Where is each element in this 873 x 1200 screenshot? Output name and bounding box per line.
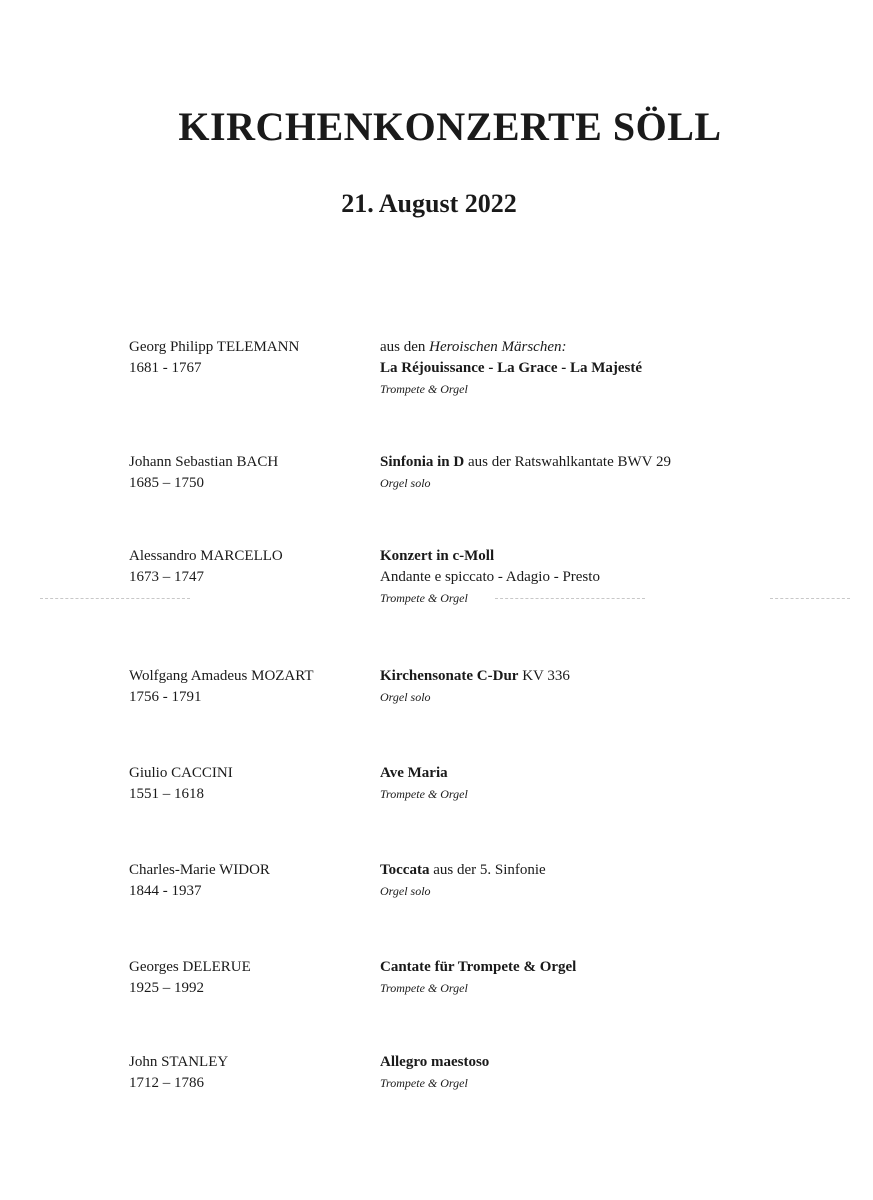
work-suffix: KV 336 bbox=[518, 668, 570, 684]
instrumentation: Orgel solo bbox=[380, 884, 431, 898]
composer-name: Charles-Marie WIDOR bbox=[129, 862, 270, 878]
composer-block bbox=[129, 452, 369, 494]
work-title: Ave Maria bbox=[380, 765, 448, 781]
composer-block bbox=[129, 763, 369, 805]
instrumentation: Orgel solo bbox=[380, 690, 431, 704]
work-block bbox=[380, 452, 850, 493]
work-title: Cantate für Trompete & Orgel bbox=[380, 959, 577, 975]
work-title: Allegro maestoso bbox=[380, 1054, 490, 1070]
scan-artifact-line bbox=[770, 598, 850, 599]
work-block bbox=[380, 763, 850, 804]
composer-name: Alessandro MARCELLO bbox=[129, 548, 283, 564]
composer-block bbox=[129, 957, 369, 999]
instrumentation: Trompete & Orgel bbox=[380, 787, 468, 801]
composer-block bbox=[129, 546, 369, 588]
composer-years: 1673 – 1747 bbox=[129, 569, 204, 585]
composer-name: Georges DELERUE bbox=[129, 959, 251, 975]
work-title: Toccata bbox=[380, 862, 430, 878]
composer-name: John STANLEY bbox=[129, 1054, 229, 1070]
composer-name: Georg Philipp TELEMANN bbox=[129, 339, 300, 355]
instrumentation: Trompete & Orgel bbox=[380, 591, 468, 605]
scan-artifact-line bbox=[40, 598, 190, 599]
work-block bbox=[380, 666, 850, 707]
work-title: Sinfonia in D bbox=[380, 454, 465, 470]
work-suffix: aus der Ratswahlkantate BWV 29 bbox=[464, 454, 671, 470]
work-title-line bbox=[380, 452, 850, 473]
instrumentation: Orgel solo bbox=[380, 476, 431, 490]
composer-block bbox=[129, 666, 369, 708]
work-title-line bbox=[380, 666, 850, 687]
composer-name: Giulio CACCINI bbox=[129, 765, 233, 781]
composer-years: 1925 – 1992 bbox=[129, 980, 204, 996]
instrumentation: Trompete & Orgel bbox=[380, 382, 468, 396]
work-title: La Réjouissance - La Grace - La Majesté bbox=[380, 360, 643, 376]
work-intro-text: aus den bbox=[380, 339, 430, 355]
work-title: Kirchensonate C-Dur bbox=[380, 668, 519, 684]
composer-block bbox=[129, 1052, 369, 1094]
composer-name: Wolfgang Amadeus MOZART bbox=[129, 668, 314, 684]
instrumentation: Trompete & Orgel bbox=[380, 1076, 468, 1090]
work-movements: Andante e spiccato - Adagio - Presto bbox=[380, 569, 600, 585]
work-suffix: aus der 5. Sinfonie bbox=[429, 862, 546, 878]
composer-years: 1551 – 1618 bbox=[129, 786, 204, 802]
composer-years: 1685 – 1750 bbox=[129, 475, 204, 491]
concert-date: 21. August 2022 bbox=[341, 189, 517, 218]
work-block bbox=[380, 337, 850, 399]
composer-years: 1712 – 1786 bbox=[129, 1075, 204, 1091]
composer-name: Johann Sebastian BACH bbox=[129, 454, 279, 470]
work-title-line bbox=[380, 860, 850, 881]
scan-artifact-line bbox=[495, 598, 645, 599]
work-intro-collection: Heroischen Märschen: bbox=[429, 339, 567, 355]
work-block bbox=[380, 1052, 850, 1093]
composer-block bbox=[129, 337, 369, 379]
composer-block bbox=[129, 860, 369, 902]
work-title: Konzert in c-Moll bbox=[380, 548, 495, 564]
work-block bbox=[380, 860, 850, 901]
composer-years: 1681 - 1767 bbox=[129, 360, 202, 376]
composer-years: 1844 - 1937 bbox=[129, 883, 202, 899]
composer-years: 1756 - 1791 bbox=[129, 689, 202, 705]
instrumentation: Trompete & Orgel bbox=[380, 981, 468, 995]
work-block bbox=[380, 957, 850, 998]
work-intro bbox=[380, 337, 850, 358]
page-title: KIRCHENKONZERTE SÖLL bbox=[178, 104, 722, 149]
